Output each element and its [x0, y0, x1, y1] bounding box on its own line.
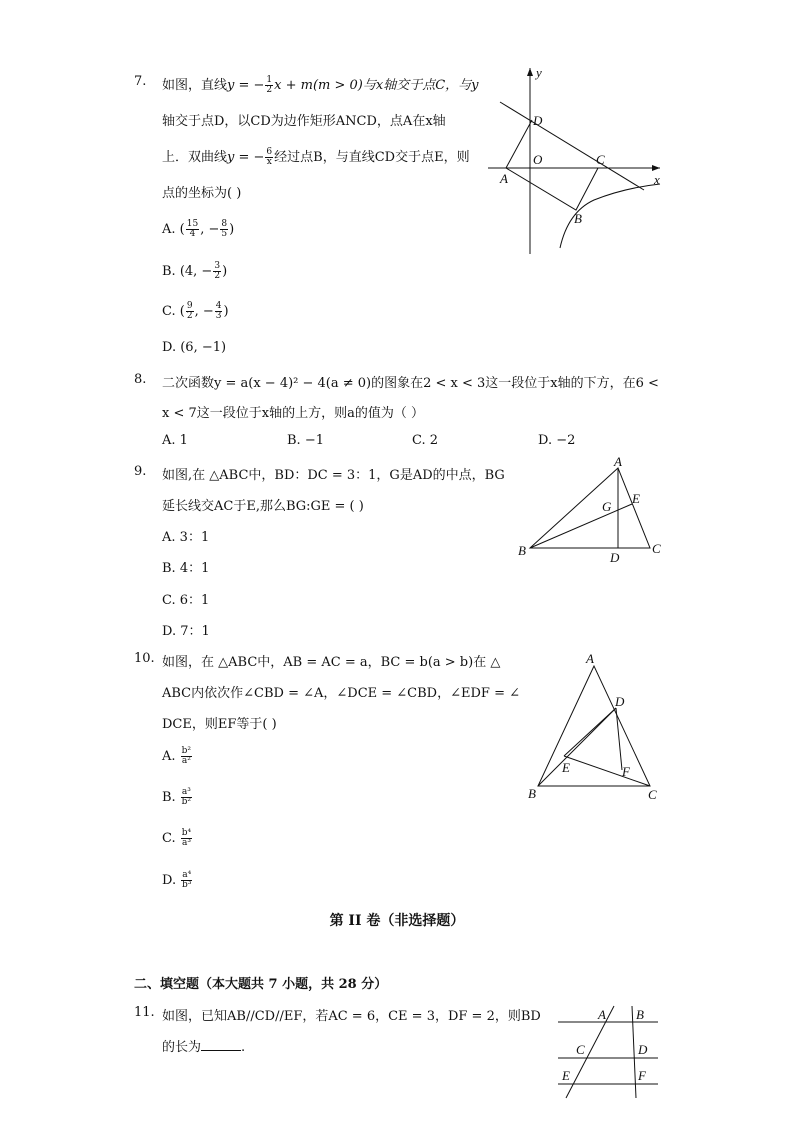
- label-g: G: [602, 499, 612, 514]
- frac-den: 5: [221, 229, 228, 239]
- q9-line2: 延长线交AC于E,那么BG:GE = ( ): [162, 499, 364, 514]
- option-frac-1: [186, 220, 199, 239]
- option-label: A.: [162, 749, 176, 764]
- option-mid: ): [222, 264, 228, 279]
- frac-num: 3: [214, 261, 221, 271]
- option-text: −2: [556, 433, 576, 448]
- part2-heading: 二、填空题（本大题共 7 小题，共 28 分）: [134, 977, 388, 992]
- option-post: ): [223, 304, 229, 319]
- x-axis-arrow: [652, 165, 660, 171]
- q9-number: 9.: [134, 464, 147, 479]
- q9-option-b[interactable]: [162, 557, 209, 576]
- label-c: C: [652, 541, 661, 556]
- q8-line1: 二次函数y = a(x − 4)² − 4(a ≠ 0)的图象在2 < x < 3这一段位于x轴的下方，在6 <: [162, 376, 659, 391]
- option-frac: [181, 871, 192, 890]
- option-text: 7：1: [180, 624, 210, 639]
- frac-den: x: [266, 157, 272, 167]
- label-y: y: [536, 65, 542, 80]
- option-label: A.: [162, 530, 176, 545]
- label-e: E: [562, 760, 570, 775]
- option-label: C.: [412, 433, 426, 448]
- option-mid: , −: [194, 304, 214, 319]
- q10-option-c[interactable]: [162, 829, 193, 848]
- q11-line2: [162, 1036, 245, 1055]
- option-label: A.: [162, 222, 176, 237]
- q8-option-a[interactable]: [162, 433, 188, 448]
- label-d: D: [533, 113, 543, 128]
- frac-num: a⁴: [182, 870, 192, 880]
- option-frac: [181, 829, 192, 848]
- segment-ce: [564, 756, 650, 786]
- option-frac-2: [220, 220, 228, 239]
- q7-line3: [162, 146, 470, 167]
- q7-line1-a: 如图，直线: [162, 78, 228, 93]
- q11-figure: [552, 1000, 662, 1102]
- option-frac-2: [215, 302, 223, 321]
- q10-line1: 如图，在 △ABC中，AB = AC = a，BC = b(a > b)在 △: [162, 655, 501, 670]
- segment-df: [616, 708, 622, 770]
- q7-line3-eq: y = −: [227, 150, 265, 165]
- option-text: 3：1: [179, 530, 210, 545]
- frac-den: 2: [214, 271, 221, 281]
- option-frac: [181, 788, 192, 807]
- triangle-abc: [530, 468, 650, 548]
- q9-figure: [512, 456, 672, 568]
- option-text: 1: [179, 433, 188, 448]
- frac-num: b²: [181, 746, 192, 756]
- q11-line2-b: .: [241, 1040, 246, 1055]
- frac-num: 9: [186, 301, 193, 311]
- section-title: 第 II 卷（非选择题）: [329, 913, 465, 929]
- option-label: B.: [162, 561, 176, 576]
- option-frac-1: [213, 262, 221, 281]
- label-f: F: [622, 764, 630, 779]
- label-a: A: [614, 456, 622, 469]
- option-label: B.: [162, 264, 176, 279]
- frac-num: 8: [221, 219, 228, 229]
- q7-line4: 点的坐标为( ): [162, 186, 242, 201]
- option-label: C.: [162, 304, 176, 319]
- q7-line3-a: 上．双曲线: [162, 150, 228, 165]
- q8-option-d[interactable]: [538, 433, 575, 448]
- q8-option-c[interactable]: [412, 433, 438, 448]
- q10-figure: [522, 646, 668, 808]
- q9-line1: 如图,在 △ABC中，BD：DC = 3：1，G是AD的中点，BG: [162, 468, 505, 483]
- option-text: 2: [429, 433, 439, 448]
- label-c: C: [576, 1042, 585, 1057]
- label-d: D: [615, 694, 625, 709]
- q10-number: 10.: [134, 651, 155, 666]
- option-label: D.: [162, 340, 177, 355]
- option-text: −1: [304, 433, 324, 448]
- option-label: B.: [162, 790, 176, 805]
- option-mid: , −: [200, 222, 220, 237]
- option-pre: (: [179, 304, 185, 319]
- q7-line1-frac: [265, 76, 273, 95]
- triangle-abc: [538, 666, 650, 786]
- label-e: E: [632, 491, 640, 506]
- label-d: D: [610, 550, 620, 565]
- q8-number: 8.: [134, 372, 147, 387]
- q7-line3-b: 经过点B，与直线CD交于点E，则: [274, 150, 470, 165]
- answer-blank[interactable]: [201, 1038, 241, 1051]
- q9-option-a[interactable]: [162, 526, 209, 545]
- label-b: B: [636, 1007, 644, 1022]
- label-c: C: [596, 152, 605, 167]
- frac-den: 3: [215, 311, 222, 321]
- q7-line3-frac: [265, 148, 273, 167]
- q10-line2: ABC内依次作∠CBD = ∠A，∠DCE = ∠CBD，∠EDF = ∠: [162, 686, 520, 701]
- frac-den: 4: [189, 229, 196, 239]
- frac-num: 6: [266, 147, 273, 157]
- label-f: F: [638, 1068, 646, 1083]
- label-b: B: [528, 786, 536, 801]
- option-pre: (6, −1): [180, 340, 227, 355]
- q10-option-b[interactable]: [162, 788, 193, 807]
- option-frac: [181, 747, 192, 766]
- y-axis-arrow: [527, 68, 533, 76]
- q7-option-c[interactable]: [162, 302, 229, 321]
- label-b: B: [518, 543, 526, 558]
- q11-line1: 如图，已知AB//CD//EF，若AC = 6，CE = 3，DF = 2，则BD: [162, 1009, 541, 1024]
- option-label: C.: [162, 593, 176, 608]
- label-x: x: [654, 172, 660, 187]
- option-label: C.: [162, 831, 176, 846]
- frac-num: 1: [266, 75, 273, 85]
- q7-line2: 轴交于点D，以CD为边作矩形ANCD，点A在x轴: [162, 114, 446, 129]
- frac-den: 2: [266, 85, 273, 95]
- option-pre: (: [179, 222, 185, 237]
- label-e: E: [562, 1068, 570, 1083]
- option-label: A.: [162, 433, 176, 448]
- label-a: A: [500, 171, 508, 186]
- q7-option-d[interactable]: [162, 340, 226, 355]
- q7-option-a[interactable]: [162, 220, 234, 239]
- frac-num: 4: [215, 301, 222, 311]
- q7-figure: [484, 62, 664, 258]
- label-a: A: [586, 651, 594, 666]
- option-label: D.: [162, 624, 177, 639]
- q7-number: 7.: [134, 74, 147, 89]
- q8-option-b[interactable]: [287, 433, 324, 448]
- frac-den: b³: [182, 880, 192, 890]
- label-c: C: [648, 787, 657, 802]
- option-label: D.: [162, 873, 177, 888]
- q7-line1-b: x + m(m > 0)与x轴交于点C，与y: [274, 78, 479, 93]
- option-pre: (4, −: [179, 264, 213, 279]
- option-post: ): [229, 222, 235, 237]
- frac-den: a²: [181, 756, 191, 766]
- q9-option-d[interactable]: [162, 620, 210, 639]
- q11-line2-a: 的长为: [162, 1040, 202, 1055]
- option-text: 4：1: [179, 561, 210, 576]
- frac-num: a³: [181, 787, 191, 797]
- option-label: B.: [287, 433, 301, 448]
- label-a: A: [598, 1007, 606, 1022]
- frac-den: a³: [181, 838, 191, 848]
- frac-num: b⁴: [181, 828, 192, 838]
- q10-option-d[interactable]: [162, 871, 193, 890]
- q7-option-b[interactable]: [162, 262, 227, 281]
- frac-num: 15: [186, 219, 199, 229]
- segment-be: [530, 504, 632, 548]
- q10-line3: DCE，则EF等于( ): [162, 717, 277, 732]
- label-d: D: [638, 1042, 648, 1057]
- frac-den: b²: [181, 797, 191, 807]
- segment-de: [564, 708, 616, 756]
- label-b: B: [574, 211, 582, 226]
- option-label: D.: [538, 433, 553, 448]
- frac-den: 2: [186, 311, 193, 321]
- q7-line1: [162, 74, 479, 95]
- q9-option-c[interactable]: [162, 589, 209, 608]
- option-text: 6：1: [179, 593, 210, 608]
- segment-bd: [538, 708, 616, 786]
- q11-number: 11.: [134, 1005, 155, 1020]
- option-frac-1: [186, 302, 194, 321]
- q10-option-a[interactable]: [162, 747, 193, 766]
- q7-line1-eq: y = −: [227, 78, 265, 93]
- q8-line2: x < 7这一段位于x轴的上方，则a的值为（ ）: [162, 406, 424, 421]
- label-o: O: [533, 152, 543, 167]
